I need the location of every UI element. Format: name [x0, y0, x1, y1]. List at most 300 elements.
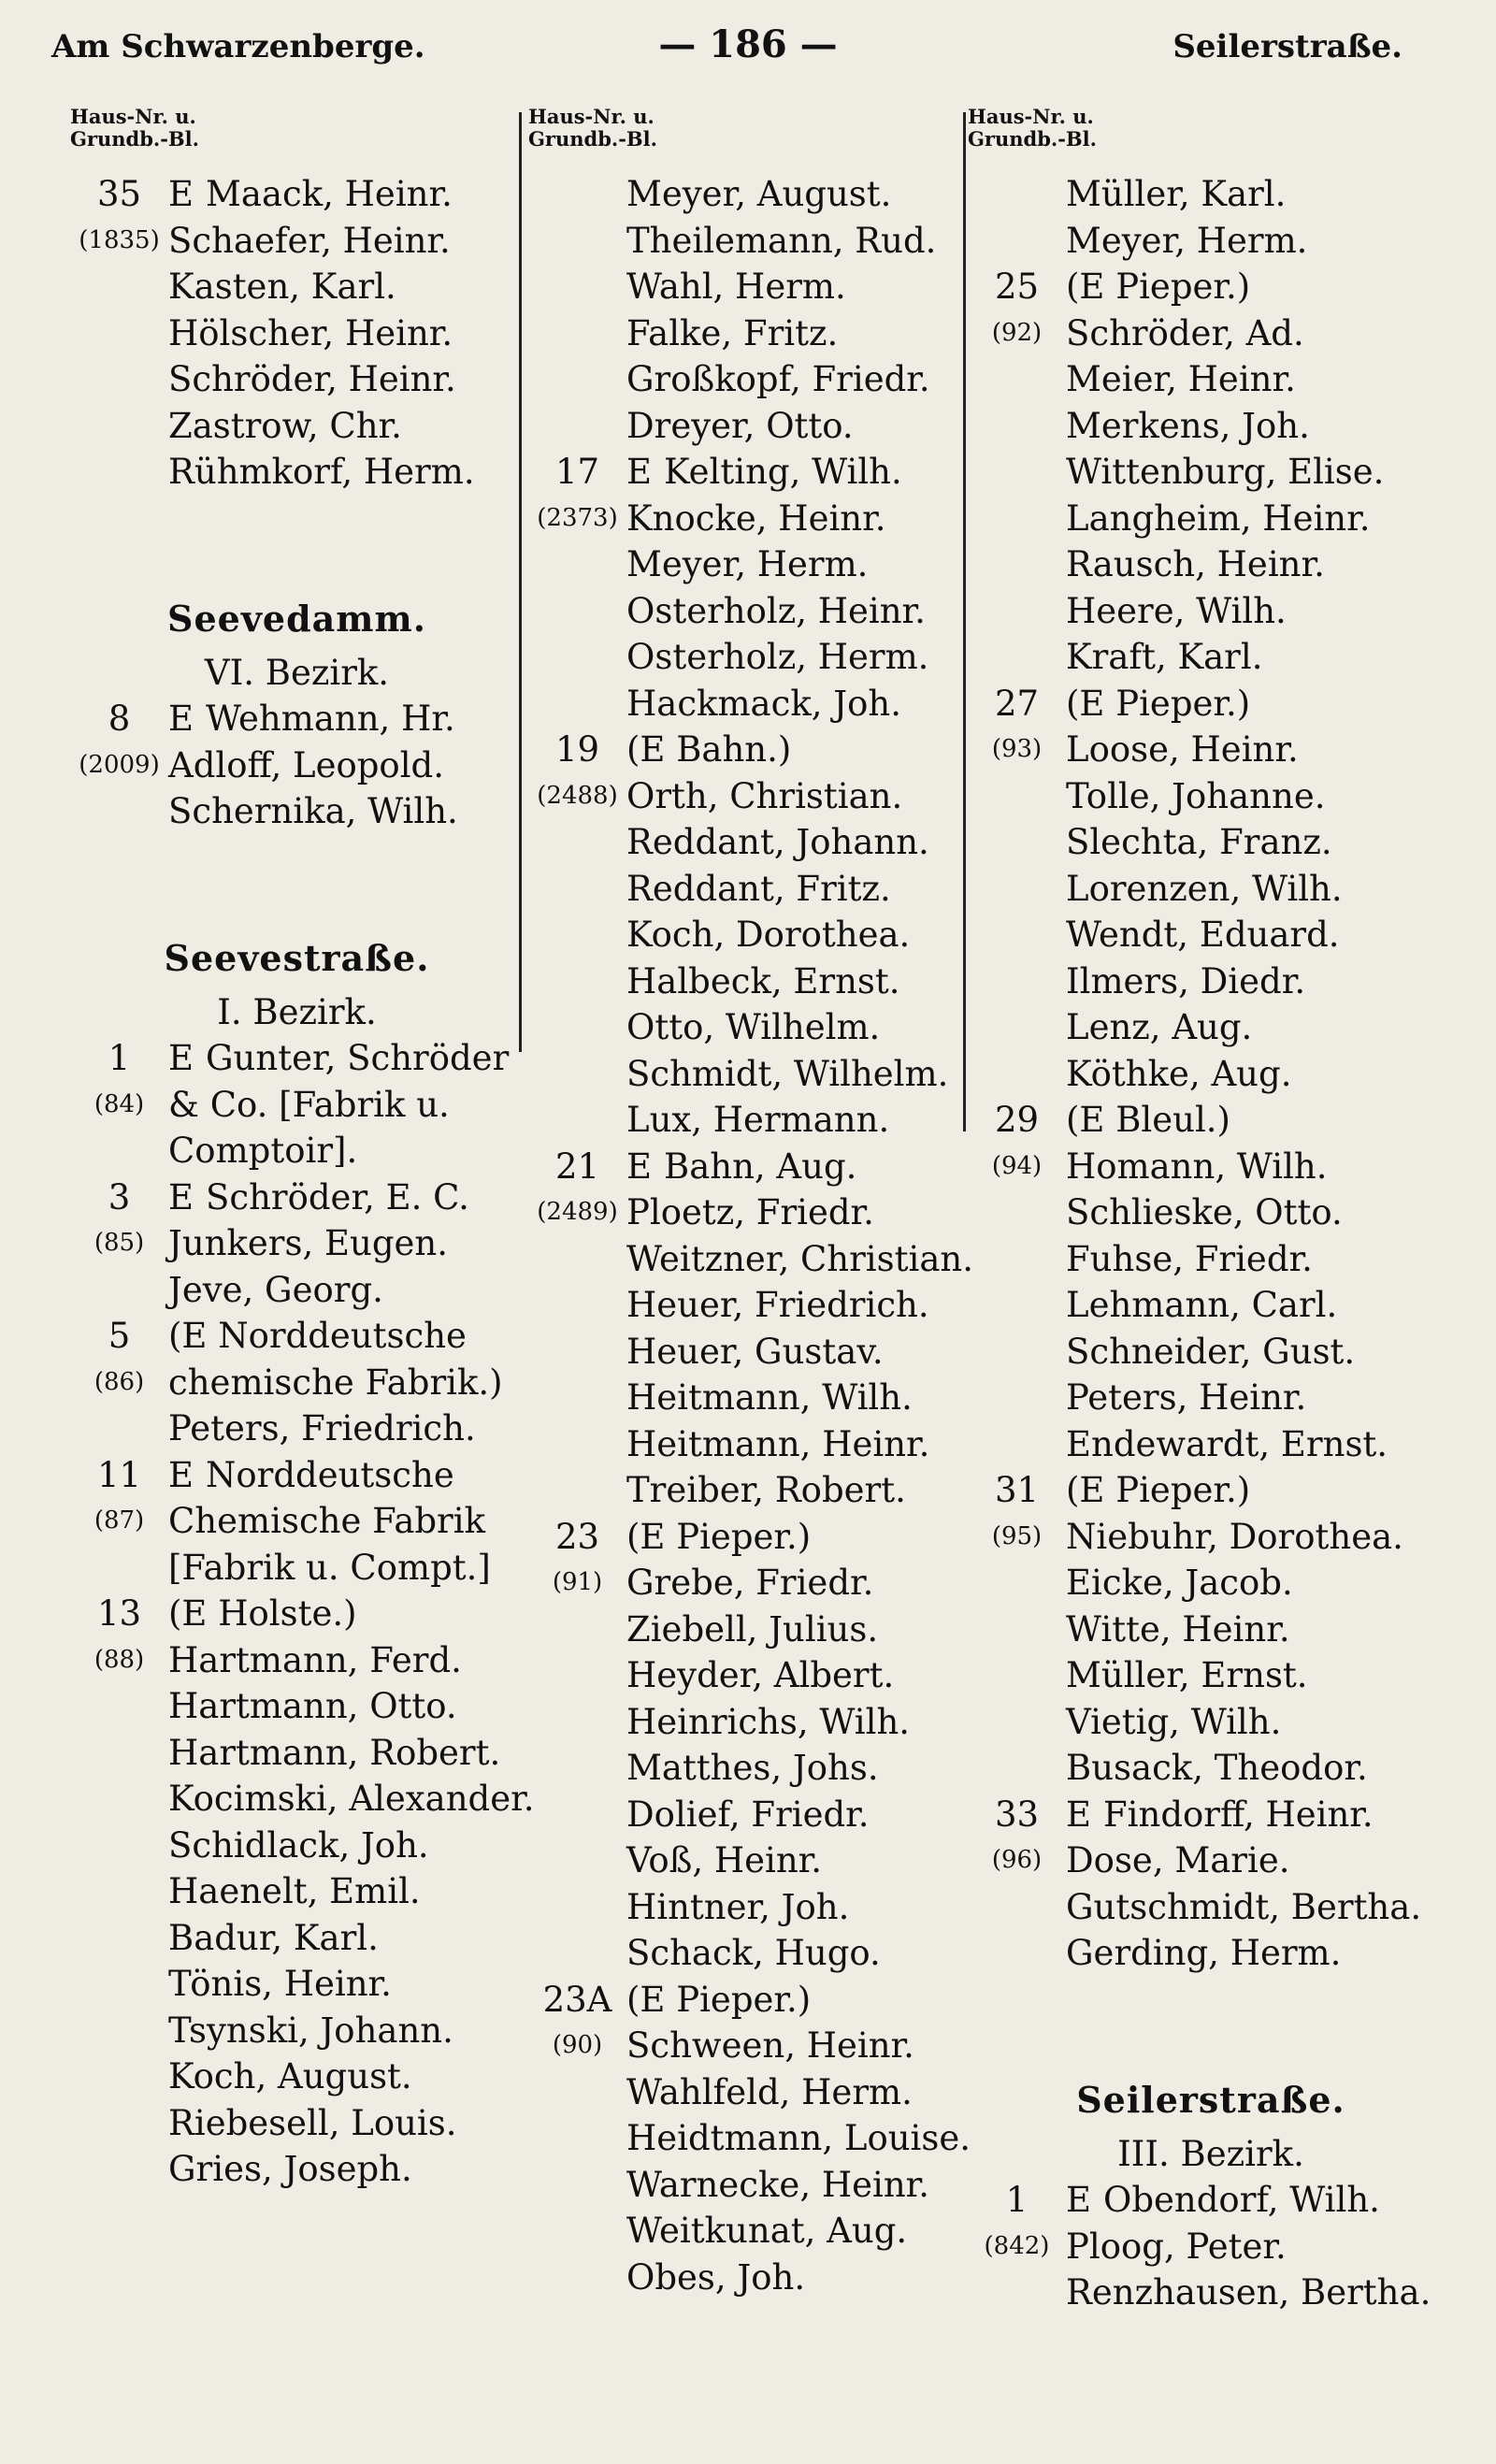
- resident-name: [626, 1884, 977, 1931]
- resident-name: [626, 1329, 977, 1376]
- resident-name: [1066, 264, 1454, 310]
- entry-text: Kraft, Karl.: [1066, 637, 1263, 677]
- resident-name: [626, 1560, 977, 1607]
- resident-name: [626, 819, 977, 866]
- directory-entry: [528, 496, 977, 542]
- directory-entry: [968, 2224, 1454, 2270]
- directory-entry: [968, 1051, 1454, 1098]
- house-number: (1835): [79, 225, 160, 254]
- directory-entry: [528, 1004, 977, 1051]
- house-number: (96): [991, 1846, 1043, 1874]
- entry-list: [70, 1035, 535, 2193]
- directory-entry: [968, 310, 1454, 357]
- house-number: (90): [552, 2031, 603, 2059]
- house-number: [70, 2100, 168, 2147]
- entry-text: Maack, Heinr.: [206, 174, 453, 214]
- house-number: [70, 2146, 168, 2193]
- house-number: 23: [554, 1516, 600, 1557]
- resident-name: [1066, 1792, 1454, 1838]
- entry-text: Peters, Friedrich.: [168, 1408, 476, 1448]
- entry-text: & Co. [Fabrik u.: [168, 1084, 450, 1125]
- directory-entry: [968, 1699, 1454, 1746]
- entry-text: Zastrow, Chr.: [168, 405, 402, 446]
- directory-entry: [968, 912, 1454, 958]
- column-header: Haus-Nr. u. Grundb.-Bl.: [528, 105, 657, 151]
- directory-entry: [528, 1467, 977, 1514]
- directory-entry: [968, 1930, 1454, 1977]
- resident-name: [626, 588, 977, 635]
- resident-name: [168, 1545, 524, 1592]
- resident-name: [168, 2008, 524, 2054]
- resident-name: [1066, 1375, 1454, 1421]
- resident-name: [1066, 171, 1454, 218]
- house-number: [968, 1421, 1066, 1468]
- resident-name: [626, 218, 977, 265]
- resident-name: [168, 1360, 524, 1406]
- directory-entry: [528, 1051, 977, 1098]
- directory-entry: [528, 310, 977, 357]
- directory-entry: [968, 1745, 1454, 1792]
- entry-text: Haenelt, Emil.: [168, 1871, 421, 1911]
- resident-name: [1066, 958, 1454, 1005]
- entry-text: Wendt, Eduard.: [1066, 915, 1340, 955]
- house-number: [528, 1745, 626, 1792]
- house-number: [70, 1405, 168, 1452]
- house-number: (85): [94, 1229, 145, 1257]
- resident-name: [1066, 1051, 1454, 1098]
- entry-text: Riebesell, Louis.: [168, 2102, 457, 2143]
- resident-name: [168, 1405, 524, 1452]
- entry-text: Obes, Joh.: [626, 2256, 806, 2298]
- house-number: [528, 1329, 626, 1376]
- entry-text: Adloff, Leopold.: [168, 744, 444, 785]
- resident-name: [626, 1236, 977, 1283]
- entry-text: Heitmann, Heinr.: [626, 1423, 930, 1464]
- directory-entry: [528, 2023, 977, 2069]
- resident-name: [1066, 1329, 1454, 1376]
- house-number: 13: [96, 1593, 142, 1634]
- resident-name: [626, 1652, 977, 1699]
- resident-name: [626, 912, 977, 958]
- entry-text: Heinrichs, Wilh.: [626, 1701, 911, 1742]
- directory-entry: [528, 1514, 977, 1561]
- directory-entry: [70, 1545, 524, 1592]
- entry-list: [70, 171, 524, 496]
- resident-name: [168, 1637, 524, 1684]
- entry-text: Treiber, Robert.: [626, 1470, 906, 1510]
- directory-entry: [528, 2162, 977, 2209]
- resident-name: [168, 742, 524, 789]
- resident-name: [626, 1097, 977, 1144]
- resident-name: [626, 1421, 977, 1468]
- resident-name: [168, 1220, 524, 1267]
- house-number: [70, 1823, 168, 1869]
- entry-text: Gerding, Herm.: [1066, 1933, 1342, 1973]
- entry-text: Chemische Fabrik: [168, 1501, 485, 1541]
- resident-name: [1066, 1421, 1454, 1468]
- house-number: [528, 1930, 626, 1977]
- house-number: [528, 1004, 626, 1051]
- resident-name: [1066, 1144, 1454, 1190]
- resident-name: [1066, 356, 1454, 403]
- directory-entry: [528, 1745, 977, 1792]
- directory-entry: [968, 1837, 1454, 1884]
- resident-name: [1066, 1467, 1454, 1514]
- resident-name: [626, 1375, 977, 1421]
- resident-name: [1066, 773, 1454, 820]
- resident-name: [1066, 1652, 1454, 1699]
- house-number: [968, 449, 1066, 496]
- house-number: (92): [991, 318, 1043, 347]
- directory-entry: [528, 1329, 977, 1376]
- entry-text: Großkopf, Friedr.: [626, 359, 930, 399]
- entry-text: (E Pieper.): [1066, 267, 1251, 307]
- directory-entry: [528, 1837, 977, 1884]
- resident-name: [168, 1868, 524, 1915]
- house-number: [968, 1884, 1066, 1931]
- entry-text: (E Bahn.): [626, 729, 792, 770]
- house-number: [528, 2069, 626, 2116]
- resident-name: [1066, 1884, 1454, 1931]
- house-number: [528, 2255, 626, 2301]
- directory-entry: [528, 2069, 977, 2116]
- house-number: (86): [94, 1367, 145, 1396]
- entry-text: Müller, Ernst.: [1066, 1655, 1308, 1695]
- house-number: [528, 1792, 626, 1838]
- house-number: [70, 1961, 168, 2008]
- house-number: [968, 1699, 1066, 1746]
- resident-name: [626, 2069, 977, 2116]
- resident-name: [626, 866, 977, 913]
- resident-name: [1066, 1745, 1454, 1792]
- entry-text: Schröder, Heinr.: [168, 359, 456, 399]
- resident-name: [626, 2255, 977, 2301]
- directory-entry: [968, 264, 1454, 310]
- entry-text: chemische Fabrik.): [168, 1362, 503, 1403]
- directory-entry: [70, 1915, 524, 1962]
- street-heading: Seevedamm.: [167, 597, 426, 640]
- directory-entry: [968, 1884, 1454, 1931]
- directory-entry: [528, 2255, 977, 2301]
- directory-entry: [70, 1683, 524, 1730]
- resident-name: [168, 788, 524, 835]
- house-number: 31: [994, 1470, 1040, 1510]
- entry-text: Schlieske, Otto.: [1066, 1192, 1343, 1232]
- entry-text: Gutschmidt, Bertha.: [1066, 1886, 1422, 1927]
- directory-entry: [70, 1360, 524, 1406]
- resident-name: [626, 541, 977, 588]
- entry-text: Tönis, Heinr.: [168, 1964, 392, 2004]
- house-number: (2373): [537, 503, 618, 532]
- house-number: [968, 1189, 1066, 1236]
- entry-text: Kelting, Wilh.: [664, 452, 902, 492]
- resident-name: [1066, 912, 1454, 958]
- house-number: [70, 2053, 168, 2100]
- resident-name: [168, 1683, 524, 1730]
- entry-text: Heere, Wilh.: [1066, 590, 1287, 631]
- house-number: [968, 496, 1066, 542]
- house-number: [968, 1004, 1066, 1051]
- directory-entry: [968, 1236, 1454, 1283]
- entry-text: Wahl, Herm.: [626, 267, 846, 307]
- directory-entry: [968, 866, 1454, 913]
- house-number: [968, 1745, 1066, 1792]
- house-number: [528, 1051, 626, 1098]
- house-number: [528, 356, 626, 403]
- entry-text: Knocke, Heinr.: [626, 497, 886, 539]
- house-number: 1: [108, 1038, 131, 1078]
- entry-text: Ploetz, Friedr.: [626, 1192, 874, 1232]
- resident-name: [1066, 1699, 1454, 1746]
- house-number: [968, 356, 1066, 403]
- resident-name: [168, 2146, 524, 2193]
- house-number: (95): [991, 1521, 1043, 1550]
- entry-text: Kocimski, Alexander.: [168, 1779, 535, 1819]
- owner-mark: E: [626, 1146, 653, 1187]
- resident-name: [626, 264, 977, 310]
- entry-text: Heyder, Albert.: [626, 1655, 895, 1695]
- resident-name: [1066, 1514, 1454, 1561]
- house-number: [528, 264, 626, 310]
- directory-entry: [528, 1144, 977, 1190]
- house-number: [528, 866, 626, 913]
- directory-entry: [968, 171, 1454, 218]
- entry-text: Hintner, Joh.: [626, 1886, 850, 1927]
- directory-entry: [70, 171, 524, 218]
- entry-text: Lehmann, Carl.: [1066, 1285, 1338, 1325]
- entry-text: (E Pieper.): [1066, 1470, 1251, 1510]
- house-number: [528, 218, 626, 265]
- entry-text: Heuer, Friedrich.: [626, 1285, 929, 1325]
- entry-text: Schween, Heinr.: [626, 2025, 914, 2066]
- street-heading: Seevestraße.: [164, 936, 430, 979]
- resident-name: [626, 1837, 977, 1884]
- directory-entry: [528, 1977, 977, 2024]
- house-number: [70, 1683, 168, 1730]
- directory-entry: [968, 1560, 1454, 1607]
- house-number: [968, 2269, 1066, 2316]
- owner-mark: E: [1066, 2180, 1092, 2220]
- directory-entry: [968, 1189, 1454, 1236]
- house-number: [968, 1051, 1066, 1098]
- resident-name: [1066, 727, 1454, 773]
- house-number: [528, 1236, 626, 1283]
- entry-text: Schneider, Gust.: [1066, 1331, 1356, 1372]
- house-number: 25: [994, 267, 1040, 307]
- house-number: [968, 1282, 1066, 1329]
- directory-entry: [528, 866, 977, 913]
- entry-text: (E Norddeutsche: [168, 1316, 467, 1356]
- directory-entry: [968, 1792, 1454, 1838]
- entry-text: Eicke, Jacob.: [1066, 1563, 1293, 1603]
- directory-entry: [528, 1189, 977, 1236]
- resident-name: [1066, 310, 1454, 357]
- entry-text: Weitkunat, Aug.: [626, 2211, 908, 2251]
- entry-text: Lorenzen, Wilh.: [1066, 868, 1343, 909]
- entry-text: Dolief, Friedr.: [626, 1794, 870, 1835]
- entry-text: Slechta, Franz.: [1066, 822, 1332, 862]
- entry-text: Dreyer, Otto.: [626, 405, 854, 446]
- house-number: [70, 310, 168, 357]
- house-number: 11: [96, 1454, 142, 1495]
- directory-entry: [528, 403, 977, 450]
- house-number: [528, 1097, 626, 1144]
- resident-name: [1066, 1282, 1454, 1329]
- house-number: [528, 819, 626, 866]
- directory-entry: [968, 356, 1454, 403]
- entry-list: [968, 171, 1454, 1977]
- house-number: 8: [108, 699, 131, 739]
- resident-name: [168, 1498, 524, 1545]
- directory-entry: [70, 696, 524, 742]
- house-number: (84): [94, 1089, 145, 1118]
- directory-entry: [528, 1607, 977, 1653]
- house-number: (2489): [537, 1198, 618, 1226]
- entry-text: Loose, Heinr.: [1066, 729, 1299, 770]
- directory-entry: [70, 1220, 524, 1267]
- directory-entry: [968, 634, 1454, 681]
- directory-entry: [528, 1282, 977, 1329]
- directory-entry: [70, 2100, 524, 2147]
- house-number: [528, 1421, 626, 1468]
- directory-entry: [70, 218, 524, 265]
- resident-name: [626, 1745, 977, 1792]
- directory-entry: [70, 1128, 524, 1174]
- entry-text: [Fabrik u. Compt.]: [168, 1547, 491, 1588]
- house-number: [528, 1652, 626, 1699]
- directory-entry: [70, 403, 524, 450]
- directory-entry: [70, 1035, 524, 1082]
- entry-text: Matthes, Johs.: [626, 1748, 879, 1788]
- house-number: [968, 1930, 1066, 1977]
- entry-text: Norddeutsche: [206, 1454, 454, 1495]
- resident-name: [626, 1977, 977, 2024]
- resident-name: [168, 171, 524, 218]
- directory-entry: [968, 1467, 1454, 1514]
- directory-entry: [528, 264, 977, 310]
- directory-entry: [528, 1884, 977, 1931]
- entry-list: [968, 2177, 1454, 2316]
- directory-entry: [968, 819, 1454, 866]
- resident-name: [1066, 1930, 1454, 1977]
- entry-text: Obendorf, Wilh.: [1103, 2180, 1380, 2220]
- entry-text: Peters, Heinr.: [1066, 1377, 1307, 1418]
- house-number: [70, 1776, 168, 1823]
- directory-entry: [70, 742, 524, 789]
- house-number: [968, 1329, 1066, 1376]
- house-number: [968, 1560, 1066, 1607]
- district-heading: VI. Bezirk.: [204, 652, 390, 693]
- entry-text: Renzhausen, Bertha.: [1066, 2272, 1431, 2313]
- directory-entry: [528, 1097, 977, 1144]
- directory-entry: [70, 1776, 535, 1823]
- resident-name: [626, 681, 977, 728]
- resident-name: [168, 1174, 524, 1221]
- resident-name: [1066, 1097, 1454, 1144]
- entry-text: Findorff, Heinr.: [1103, 1794, 1374, 1835]
- entry-text: Merkens, Joh.: [1066, 405, 1310, 446]
- directory-entry: [968, 1375, 1454, 1421]
- resident-name: [626, 634, 977, 681]
- resident-name: [626, 1930, 977, 1977]
- entry-list: [70, 696, 524, 835]
- resident-name: [168, 1730, 524, 1777]
- house-number: [70, 1868, 168, 1915]
- resident-name: [626, 1282, 977, 1329]
- directory-entry: [968, 588, 1454, 635]
- entry-text: Hölscher, Heinr.: [168, 312, 453, 353]
- house-number: 21: [554, 1146, 600, 1187]
- directory-entry: [528, 2115, 977, 2162]
- house-number: (2009): [79, 750, 160, 779]
- resident-name: [626, 356, 977, 403]
- directory-entry: [70, 356, 524, 403]
- resident-name: [168, 356, 524, 403]
- directory-entry: [968, 958, 1454, 1005]
- house-number: [528, 2115, 626, 2162]
- resident-name: [1066, 1236, 1454, 1283]
- resident-name: [168, 1128, 524, 1174]
- entry-text: Schernika, Wilh.: [168, 791, 458, 831]
- resident-name: [1066, 634, 1454, 681]
- entry-text: Rühmkorf, Herm.: [168, 452, 475, 492]
- street-heading: Seilerstraße.: [1076, 2078, 1345, 2121]
- resident-name: [1066, 403, 1454, 450]
- house-number: [968, 773, 1066, 820]
- entry-text: Langheim, Heinr.: [1066, 497, 1371, 539]
- entry-text: Meyer, Herm.: [1066, 220, 1308, 261]
- directory-entry: [968, 1607, 1454, 1653]
- directory-entry: [528, 1652, 977, 1699]
- entry-text: Comptoir].: [168, 1131, 358, 1171]
- house-number: [528, 1699, 626, 1746]
- resident-name: [626, 449, 977, 496]
- resident-name: [626, 727, 977, 773]
- resident-name: [626, 2162, 977, 2209]
- house-number: [528, 310, 626, 357]
- entry-text: (E Holste.): [168, 1593, 357, 1634]
- entry-text: Lenz, Aug.: [1066, 1007, 1253, 1047]
- house-number: [70, 1128, 168, 1174]
- directory-entry: [968, 1514, 1454, 1561]
- owner-mark: E: [1066, 1794, 1092, 1835]
- resident-name: [168, 696, 524, 742]
- resident-name: [626, 403, 977, 450]
- directory-entry: [528, 449, 977, 496]
- resident-name: [1066, 866, 1454, 913]
- house-number: [528, 958, 626, 1005]
- directory-entry: [70, 1313, 524, 1360]
- directory-entry: [528, 2208, 977, 2255]
- house-number: [968, 1652, 1066, 1699]
- house-number: [70, 788, 168, 835]
- directory-entry: [968, 403, 1454, 450]
- house-number: [528, 2162, 626, 2209]
- house-number: [968, 403, 1066, 450]
- entry-text: Reddant, Johann.: [626, 822, 929, 862]
- directory-entry: [968, 1421, 1454, 1468]
- resident-name: [626, 2023, 977, 2069]
- resident-name: [1066, 819, 1454, 866]
- house-number: (94): [991, 1151, 1043, 1180]
- house-number: (842): [984, 2231, 1050, 2260]
- resident-name: [1066, 2269, 1454, 2316]
- resident-name: [168, 2053, 524, 2100]
- directory-entry: [70, 1452, 524, 1499]
- directory-entry: [70, 1082, 524, 1129]
- entry-text: Hackmack, Joh.: [626, 683, 901, 724]
- running-head-right: Seilerstraße.: [1172, 28, 1402, 65]
